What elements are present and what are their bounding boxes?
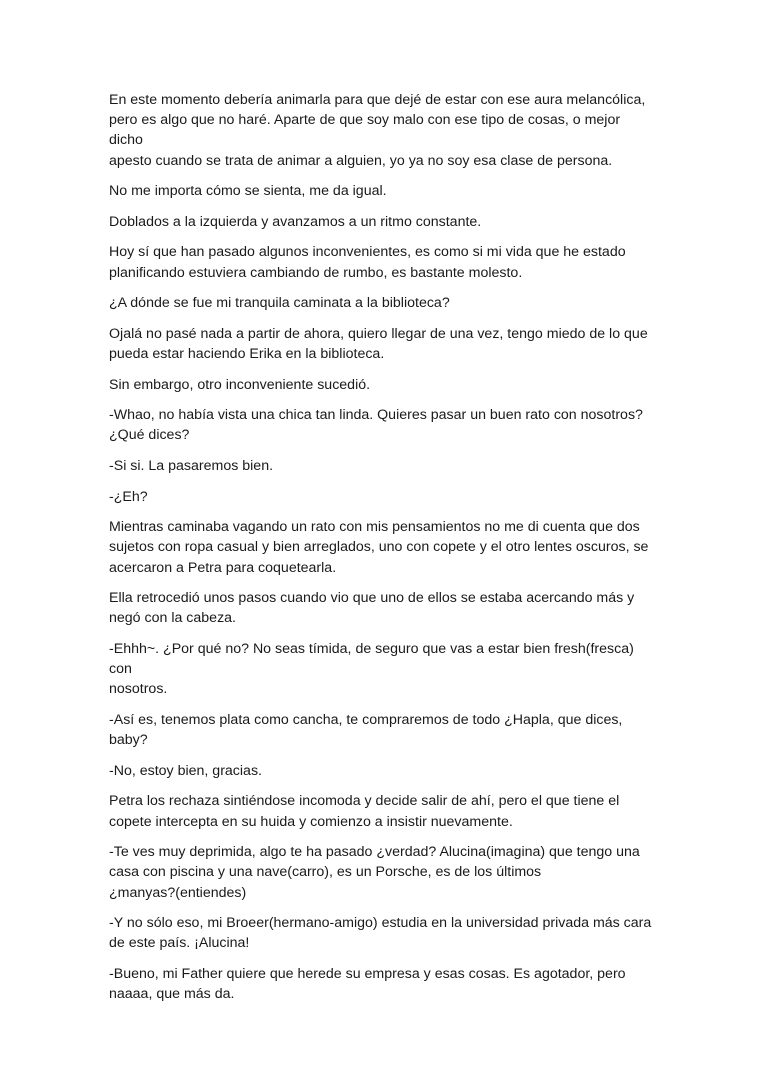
paragraph: En este momento debería animarla para que dejé de estar con ese aura melancólica, pero es algo que no haré. Aparte de que soy malo con ese tipo de cosas, o mejor dicho apesto cuando se trata de animar a alguien, yo ya no soy esa clase de persona. <box>109 92 646 169</box>
paragraph: -Te ves muy deprimida, algo te ha pasado ¿verdad? Alucina(imagina) que tengo una casa con piscina y una nave(carro), es un Porsche, es de los últimos ¿manyas?(entiendes) <box>109 844 640 901</box>
paragraph: -¿Eh? <box>109 488 148 505</box>
paragraph: -Así es, tenemos plata como cancha, te compraremos de todo ¿Hapla, que dices, baby? <box>109 711 623 749</box>
paragraph: -No, estoy bien, gracias. <box>109 762 262 779</box>
paragraph: Petra los rechaza sintiéndose incomoda y decide salir de ahí, pero el que tiene el copete intercepta en su huida y comienzo a insistir nuevamente. <box>109 793 620 830</box>
paragraph: ¿A dónde se fue mi tranquila caminata a la biblioteca? <box>109 295 450 312</box>
paragraph: -Y no sólo eso, mi Broeer(hermano-amigo) estudia en la universidad privada más cara de este país. ¡Alucina! <box>109 915 652 952</box>
paragraph: Ella retrocedió unos pasos cuando vio que uno de ellos se estaba acercando más y negó con la cabeza. <box>109 590 635 627</box>
paragraph: -Si si. La pasaremos bien. <box>109 457 274 474</box>
paragraph: No me importa cómo se sienta, me da igual. <box>109 183 387 200</box>
paragraph: Doblados a la izquierda y avanzamos a un ritmo constante. <box>109 213 482 230</box>
paragraph: -Bueno, mi Father quiere que herede su empresa y esas cosas. Es agotador, pero naaaa, que más da. <box>109 965 626 1003</box>
paragraph: -Whao, no había vista una chica tan linda. Quieres pasar un buen rato con nosotros? ¿Qué dices? <box>109 407 643 444</box>
document-page <box>109 90 657 1015</box>
paragraph: Mientras caminaba vagando un rato con mis pensamientos no me di cuenta que dos sujetos con ropa casual y bien arreglados, uno con copete y el otro lentes oscuros, se acercaron a Petra para coquetearla. <box>109 519 649 576</box>
paragraph: -Ehhh~. ¿Por qué no? No seas tímida, de seguro que vas a estar bien fresh(fresca) con nosotros. <box>109 640 634 698</box>
paragraph: Hoy sí que han pasado algunos inconvenientes, es como si mi vida que he estado planificando estuviera cambiando de rumbo, es bastante molesto. <box>109 244 626 281</box>
paragraph: Sin embargo, otro inconveniente sucedió. <box>109 376 371 393</box>
paragraph: Ojalá no pasé nada a partir de ahora, quiero llegar de una vez, tengo miedo de lo que pueda estar haciendo Erika en la biblioteca. <box>109 325 648 362</box>
